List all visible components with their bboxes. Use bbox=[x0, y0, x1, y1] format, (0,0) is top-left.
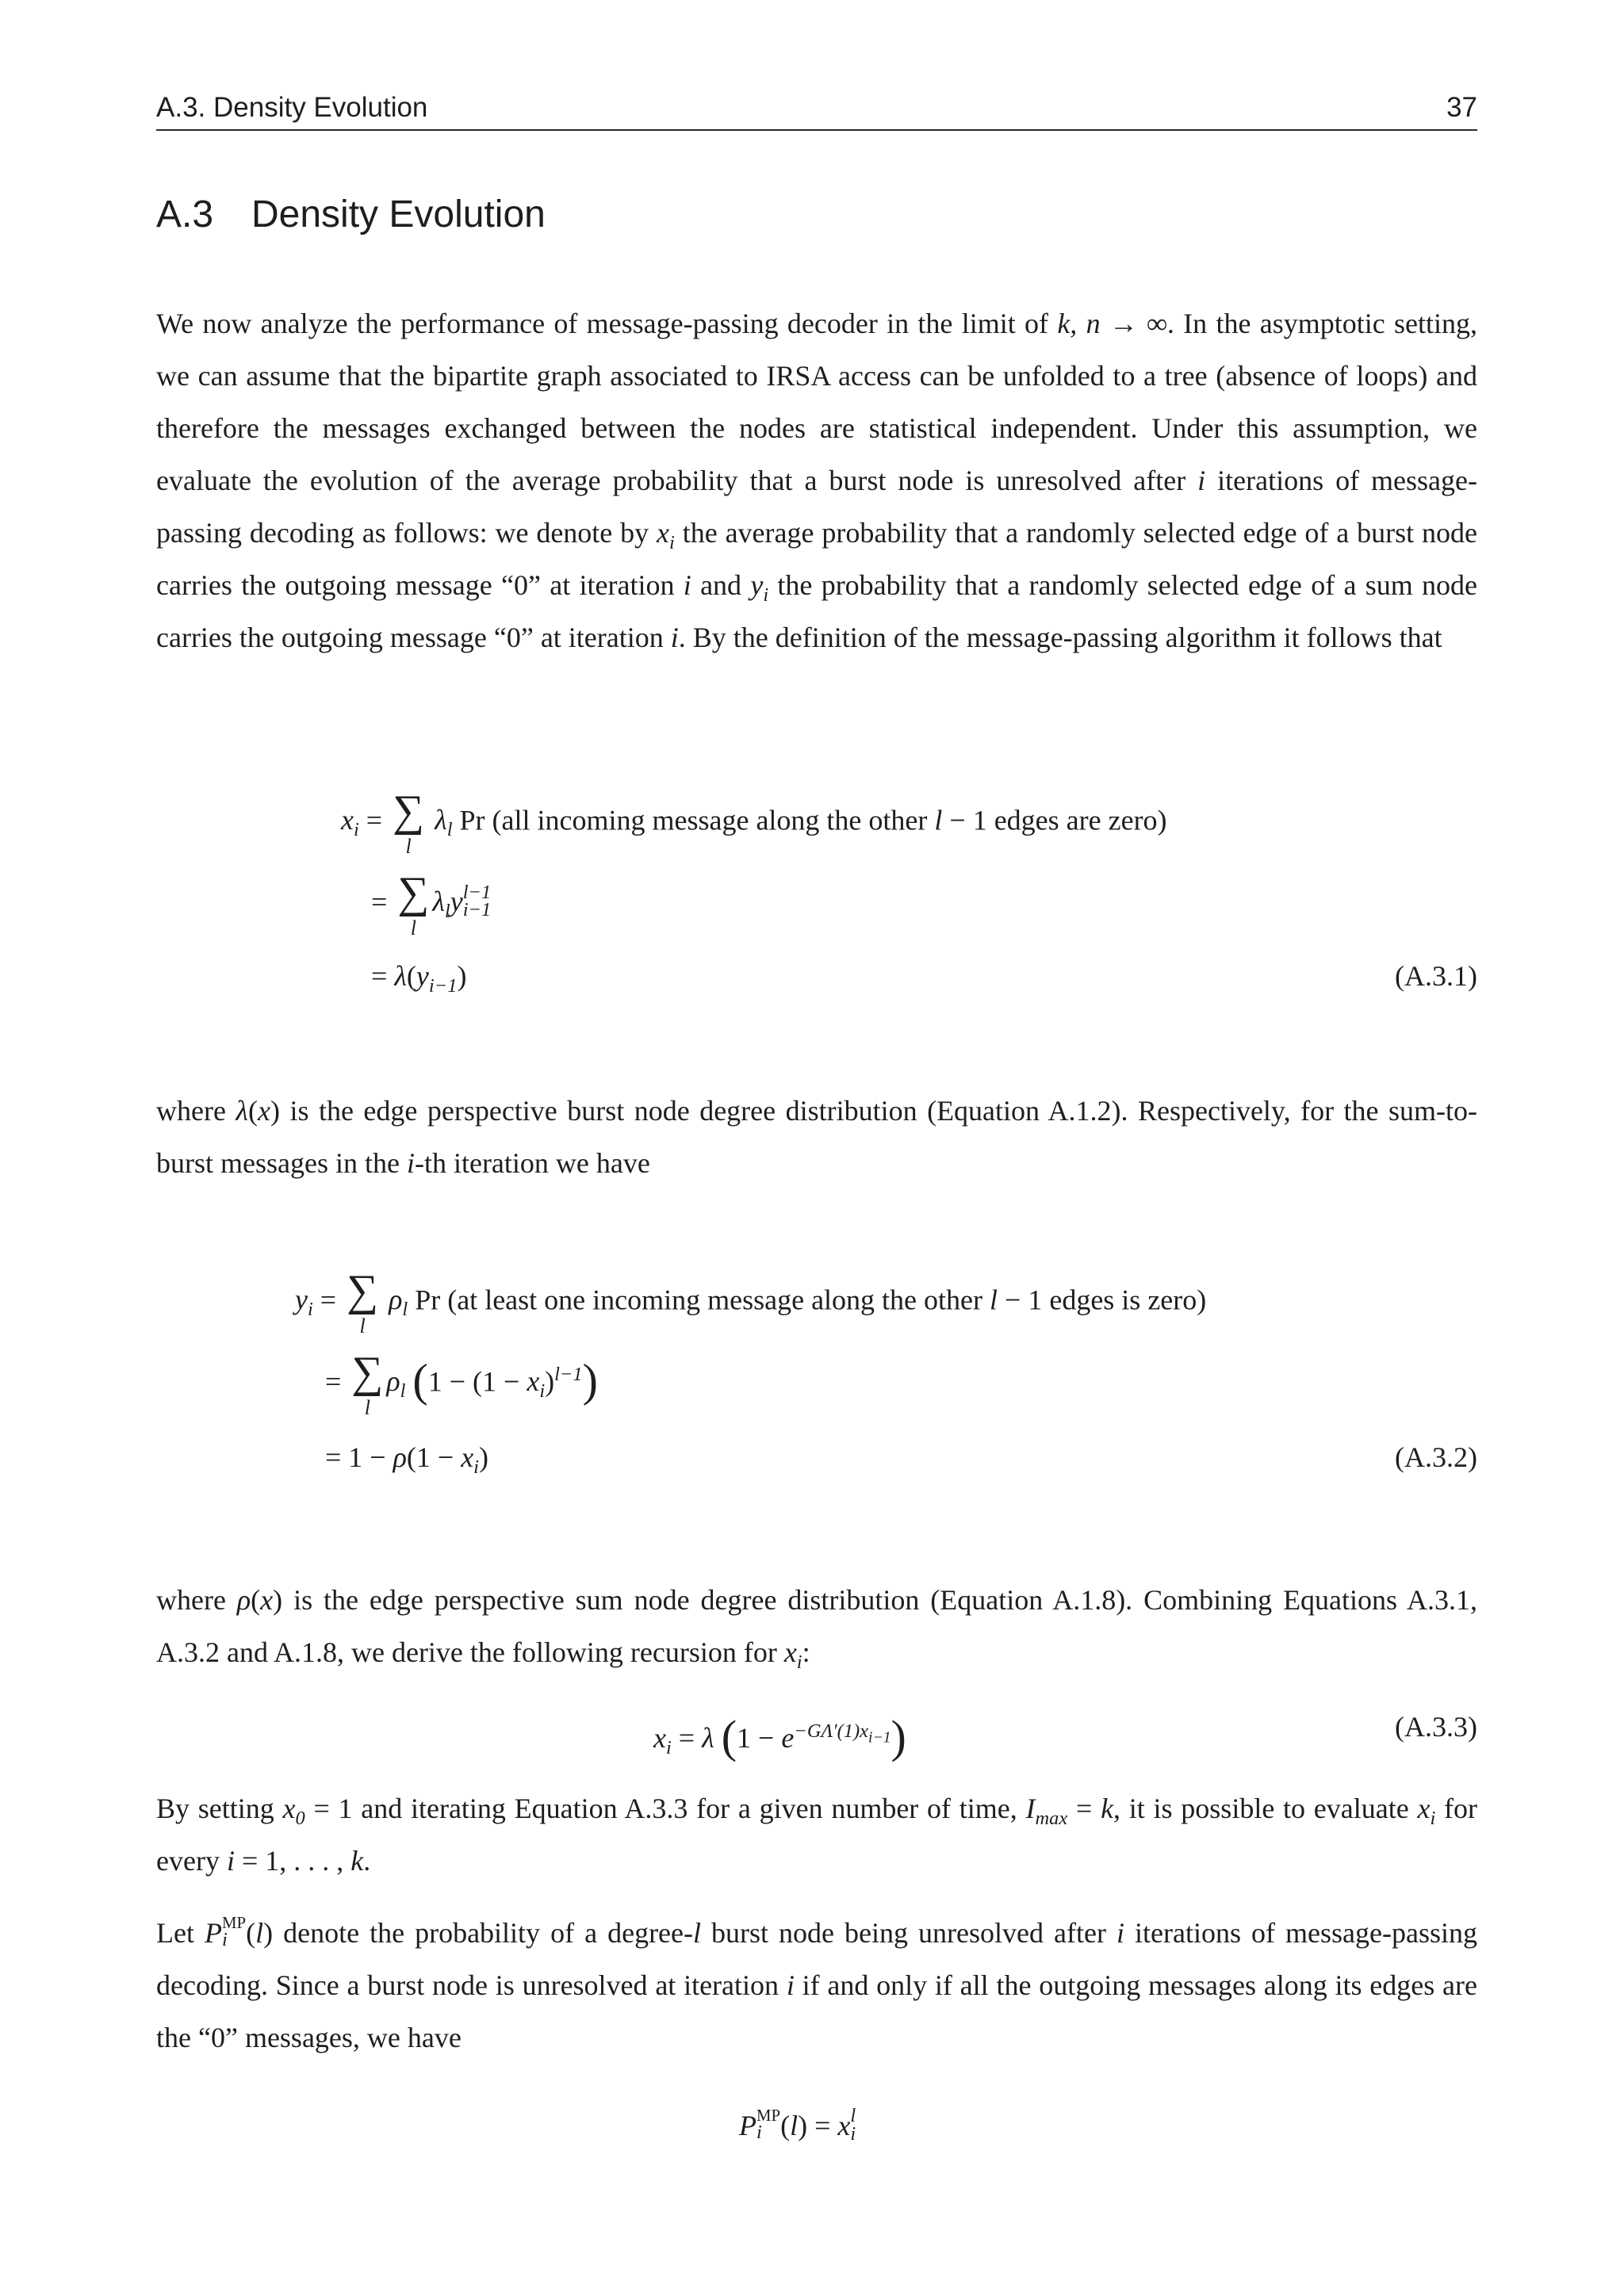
equation-a32-line2: = ∑ l $\rho_l$ $(1 - (1 - x_i)^{l-1})$ bbox=[325, 1348, 598, 1419]
paragraph-1: We now analyze the performance of message-passing decoder in the limit of k, n → ∞. In the asymptotic setting, we can assume that the bipartite graph associated to IRSA access can be unfolded to a tree (absence of loops) and therefore the messages exchanged between the nodes are statistical independent. Under this assumption, we evaluate the evolution of the average probability that a burst node is unresolved after i iterations of message-passing decoding as follows: we denote by $x_i$ the average probability that a randomly selected edge of a burst node carries the outgoing message “0” at iteration i and $y_i$ the probability that a randomly selected edge of a sum node carries the outgoing message “0” at iteration i. By the definition of the message-passing algorithm it follows that bbox=[156, 308, 1478, 653]
equation-a31-line1: $x_i$ = ∑ l $\lambda_l$ Pr (all incoming message along the other l − 1 edges are zero) bbox=[341, 786, 1167, 858]
page-number: 37 bbox=[1446, 92, 1477, 123]
equation-label-a31: (A.3.1) bbox=[1395, 960, 1477, 992]
equation-a31-line3: = $\lambda(y_{i-1})$ bbox=[371, 960, 467, 997]
equation-a32-line1: $y_i$ = ∑ l $\rho_l$ Pr (at least one incoming message along the other l − 1 edges is zero) bbox=[295, 1266, 1207, 1337]
section-number: A.3 bbox=[156, 193, 214, 235]
running-header: A.3. Density Evolution bbox=[156, 92, 428, 123]
paragraph-3: where ρ(x) is the edge perspective sum node degree distribution (Equation A.1.8). Combining Equations A.3.1, A.3.2 and A.1.8, we derive the following recursion for $x_i$: bbox=[156, 1584, 1477, 1673]
equation-a33-body: $x_i = \lambda$ $(1 - e^{-G\Lambda'(1)x_{i-1}})$ bbox=[653, 1711, 906, 1762]
header-rule bbox=[156, 129, 1477, 131]
equation-unresolved-probability: P MP i (l) = x l i bbox=[739, 2105, 856, 2145]
equation-label-a32: (A.3.2) bbox=[1395, 1441, 1477, 1473]
equation-a32-line3: = $1 - \rho(1 - x_i)$ bbox=[325, 1441, 488, 1478]
section-title: Density Evolution bbox=[251, 193, 546, 235]
paragraph-5: Let P MP i (l) denote the probability of a degree-l burst node being unresolved after i iterations of message-passing decoding. Since a burst node is unresolved at iteration i if and only if all the outgoing messages along its edges are the “0” messages, we have bbox=[156, 1914, 1477, 2053]
section-heading bbox=[156, 193, 546, 236]
equation-label-a33: (A.3.3) bbox=[1395, 1711, 1477, 1743]
equation-a31-line2: = ∑ l $\lambda_ly$ l−1 i−1 bbox=[371, 868, 492, 939]
paragraph-2: where λ(x) is the edge perspective burst node degree distribution (Equation A.1.2). Respectively, for the sum-to-burst messages in the i-th iteration we have bbox=[156, 1095, 1477, 1179]
paragraph-4: By setting $x_0 = 1$ and iterating Equation A.3.3 for a given number of time, $I_{max} = k$, it is possible to evaluate $x_i$ for every i = 1, . . . , k. bbox=[156, 1793, 1477, 1877]
